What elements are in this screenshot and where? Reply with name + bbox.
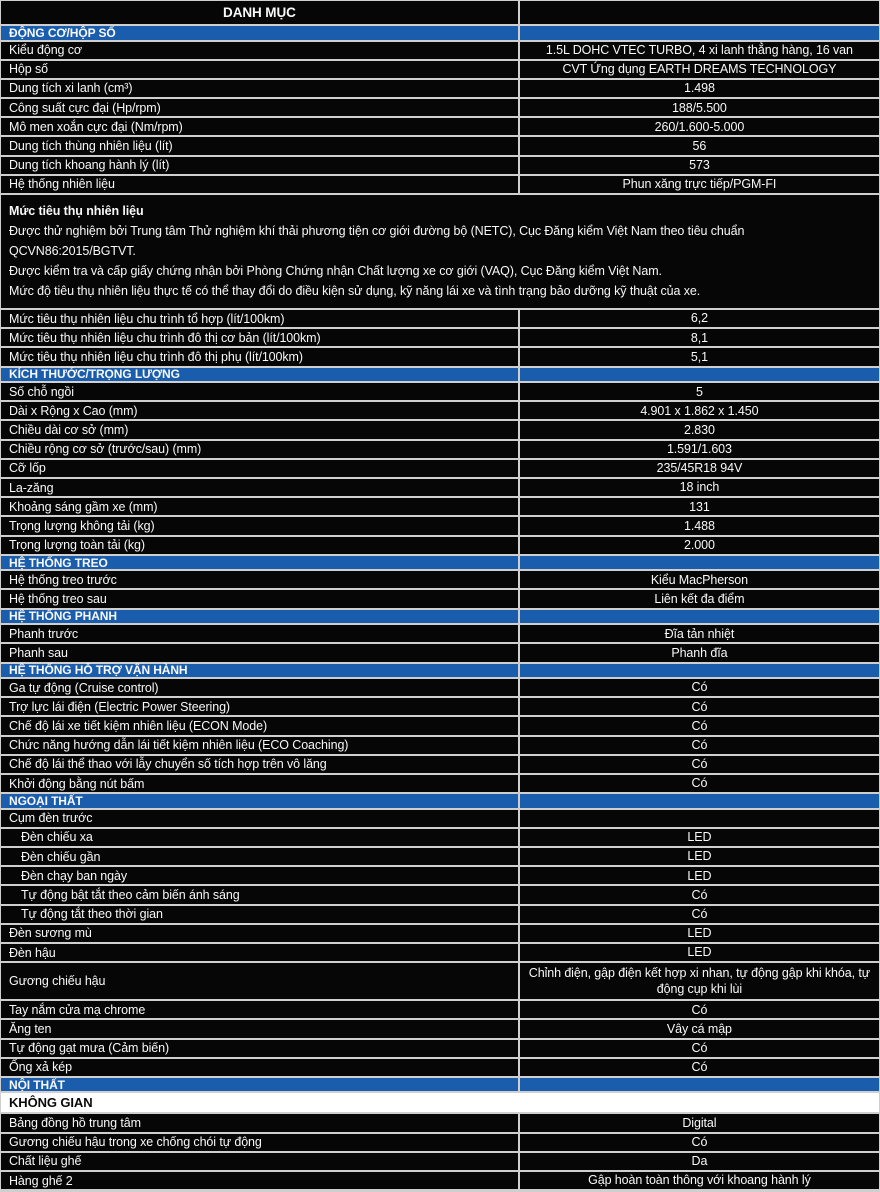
spec-row — [1, 498, 879, 517]
spec-label: Đèn sương mù — [1, 925, 520, 942]
spec-label: Trọng lượng không tải (kg) — [1, 517, 520, 534]
spec-row — [1, 679, 879, 698]
spec-value: Có — [691, 680, 708, 695]
section-header-row — [1, 664, 879, 680]
spec-value: 6,2 — [690, 311, 708, 326]
spec-label: Dài x Rộng x Cao (mm) — [1, 402, 520, 419]
spec-row — [1, 886, 879, 905]
spec-label: Hệ thống treo trước — [1, 571, 520, 588]
spec-value: Có — [691, 699, 708, 714]
spec-row — [1, 1114, 879, 1133]
spec-label: Khoảng sáng gầm xe (mm) — [1, 498, 520, 515]
spec-row — [1, 42, 879, 61]
spec-row — [1, 118, 879, 137]
spec-value: Có — [691, 1135, 708, 1150]
spec-row — [1, 590, 879, 609]
spec-label: Tự động bật tắt theo cảm biến ánh sáng — [1, 886, 520, 903]
section-header-row — [1, 794, 879, 810]
spec-value: 18 inch — [679, 480, 720, 495]
spec-label: Đèn hậu — [1, 944, 520, 961]
spec-row — [1, 329, 879, 348]
spec-row — [1, 1153, 879, 1172]
table-header-row — [1, 1, 879, 26]
subsection-header-row — [1, 1093, 879, 1114]
spec-value: Có — [691, 738, 708, 753]
section-title: KÍCH THƯỚC/TRỌNG LƯỢNG — [1, 368, 520, 382]
section-spacer — [520, 664, 879, 678]
section-header-row — [1, 368, 879, 384]
spec-row — [1, 1040, 879, 1059]
spec-value: Gập hoàn toàn thông với khoang hành lý — [588, 1173, 811, 1188]
spec-value: Phanh đĩa — [671, 645, 728, 660]
fuel-note-line: Mức độ tiêu thụ nhiên liệu thực tế có thể thay đổi do điều kiện sử dụng, kỹ năng lái xe và tình trạng bảo dưỡng kỹ thuật của xe. — [9, 284, 701, 298]
fuel-note-line: Được thử nghiệm bởi Trung tâm Thử nghiệm khí thải phương tiện cơ giới đường bộ (NETC), Cục Đăng kiểm Việt Nam theo tiêu chuẩn — [9, 224, 745, 238]
spec-row — [1, 644, 879, 663]
spec-value: Kiểu MacPherson — [650, 572, 748, 587]
spec-label: Ống xả kép — [1, 1059, 520, 1076]
spec-value: Digital — [682, 1115, 717, 1130]
section-spacer — [520, 26, 879, 40]
spec-value: 1.5L DOHC VTEC TURBO, 4 xi lanh thẳng hàng, 16 van — [545, 42, 853, 57]
section-spacer — [520, 610, 879, 624]
spec-row — [1, 848, 879, 867]
spec-value: LED — [687, 849, 712, 864]
spec-value: Phun xăng trực tiếp/PGM-FI — [622, 177, 777, 192]
spec-row — [1, 137, 879, 156]
section-header-row — [1, 610, 879, 626]
spec-label: Trọng lượng toàn tải (kg) — [1, 537, 520, 554]
spec-value: 2.830 — [684, 422, 715, 437]
section-spacer — [520, 368, 879, 382]
spec-label: Bảng đồng hồ trung tâm — [1, 1114, 520, 1131]
spec-label: Mô men xoắn cực đại (Nm/rpm) — [1, 118, 520, 135]
spec-label: Chiều rộng cơ sở (trước/sau) (mm) — [1, 441, 520, 458]
spec-label: Đèn chạy ban ngày — [1, 867, 520, 884]
spec-row — [1, 176, 879, 195]
section-spacer — [520, 1078, 879, 1092]
spec-row — [1, 383, 879, 402]
spec-rows-container — [1, 26, 879, 1191]
spec-value — [520, 810, 879, 827]
category-column-header: DANH MỤC — [1, 1, 520, 24]
spec-label: Đèn chiếu xa — [1, 829, 520, 846]
spec-label: Mức tiêu thụ nhiên liệu chu trình tổ hợp (lít/100km) — [1, 310, 520, 327]
spec-value: CVT Ứng dụng EARTH DREAMS TECHNOLOGY — [562, 62, 837, 77]
spec-row — [1, 310, 879, 329]
spec-row — [1, 756, 879, 775]
spec-label: Hệ thống treo sau — [1, 590, 520, 607]
spec-value: 8,1 — [690, 330, 708, 345]
spec-value: Liên kết đa điểm — [654, 591, 745, 606]
spec-value: Có — [691, 776, 708, 791]
spec-value: LED — [687, 926, 712, 941]
value-column-header — [520, 1, 879, 24]
spec-value: 235/45R18 94V — [656, 461, 743, 476]
spec-value: Da — [691, 1154, 708, 1169]
spec-value: 5 — [695, 384, 703, 399]
spec-value: LED — [687, 868, 712, 883]
spec-label: La-zăng — [1, 479, 520, 496]
spec-label: Trợ lực lái điện (Electric Power Steering) — [1, 698, 520, 715]
spec-value: 1.488 — [684, 518, 715, 533]
spec-value: Có — [691, 718, 708, 733]
spec-value: 4.901 x 1.862 x 1.450 — [640, 403, 759, 418]
spec-row — [1, 157, 879, 176]
spec-row — [1, 829, 879, 848]
spec-label: Mức tiêu thụ nhiên liệu chu trình đô thị cơ bản (lít/100km) — [1, 329, 520, 346]
section-title: NGOẠI THẤT — [1, 794, 520, 808]
spec-row — [1, 717, 879, 736]
spec-row — [1, 1001, 879, 1020]
spec-value: 56 — [692, 138, 707, 153]
spec-value: Có — [691, 1040, 708, 1055]
spec-label: Khởi động bằng nút bấm — [1, 775, 520, 792]
spec-label: Chiều dài cơ sở (mm) — [1, 421, 520, 438]
spec-row — [1, 537, 879, 556]
fuel-note-line: QCVN86:2015/BGTVT. — [9, 244, 136, 258]
spec-row — [1, 61, 879, 80]
spec-value: 260/1.600-5.000 — [654, 119, 745, 134]
spec-row — [1, 402, 879, 421]
spec-label: Công suất cực đại (Hp/rpm) — [1, 99, 520, 116]
spec-row — [1, 460, 879, 479]
spec-value: 1.498 — [684, 81, 715, 96]
section-title: HỆ THỐNG TREO — [1, 556, 520, 570]
spec-row — [1, 1134, 879, 1153]
fuel-consumption-note — [1, 195, 879, 310]
spec-label: Gương chiếu hậu — [1, 963, 520, 999]
spec-value: Có — [691, 1002, 708, 1017]
spec-label: Ga tự động (Cruise control) — [1, 679, 520, 696]
spec-row — [1, 810, 879, 829]
spec-label: Hàng ghế 2 — [1, 1172, 520, 1189]
spec-label: Gương chiếu hậu trong xe chống chói tự động — [1, 1134, 520, 1151]
spec-label: Dung tích thùng nhiên liệu (lít) — [1, 137, 520, 154]
spec-row — [1, 348, 879, 367]
section-title: NỘI THẤT — [1, 1078, 520, 1092]
spec-label: Đèn chiếu gần — [1, 848, 520, 865]
spec-row — [1, 944, 879, 963]
spec-value: 573 — [689, 158, 710, 173]
spec-value: Có — [691, 1060, 708, 1075]
spec-row — [1, 625, 879, 644]
section-header-row — [1, 1078, 879, 1094]
spec-value: Có — [691, 907, 708, 922]
spec-value: 1.591/1.603 — [666, 442, 732, 457]
spec-value: Có — [691, 887, 708, 902]
spec-value: Đĩa tản nhiệt — [664, 626, 735, 641]
spec-row — [1, 421, 879, 440]
spec-label: Hệ thống nhiên liệu — [1, 176, 520, 193]
spec-row — [1, 99, 879, 118]
section-spacer — [520, 556, 879, 570]
spec-label: Chức năng hướng dẫn lái tiết kiệm nhiên liệu (ECO Coaching) — [1, 737, 520, 754]
spec-row — [1, 1020, 879, 1039]
spec-label: Ăng ten — [1, 1020, 520, 1037]
spec-row — [1, 517, 879, 536]
spec-row — [1, 1059, 879, 1078]
spec-row — [1, 80, 879, 99]
spec-row — [1, 775, 879, 794]
spec-row — [1, 1172, 879, 1191]
spec-row — [1, 925, 879, 944]
spec-value: 5,1 — [690, 349, 708, 364]
spec-row — [1, 571, 879, 590]
spec-value: Vây cá mập — [666, 1021, 732, 1036]
spec-label: Kiểu động cơ — [1, 42, 520, 59]
section-spacer — [520, 794, 879, 808]
spec-label: Tự động gạt mưa (Cảm biến) — [1, 1040, 520, 1057]
spec-label: Phanh sau — [1, 644, 520, 661]
spec-value: LED — [687, 830, 712, 845]
spec-value: 131 — [689, 499, 710, 514]
spec-label: Dung tích xi lanh (cm³) — [1, 80, 520, 97]
spec-label: Hộp số — [1, 61, 520, 78]
spec-label: Phanh trước — [1, 625, 520, 642]
spec-row — [1, 737, 879, 756]
spec-label: Cụm đèn trước — [1, 810, 520, 827]
spec-row — [1, 906, 879, 925]
spec-label: Chế độ lái thể thao với lẫy chuyển số tích hợp trên vô lăng — [1, 756, 520, 773]
section-header-row — [1, 556, 879, 572]
spec-row — [1, 867, 879, 886]
section-title: HỆ THỐNG HỖ TRỢ VẬN HÀNH — [1, 664, 520, 678]
spec-label: Số chỗ ngồi — [1, 383, 520, 400]
spec-row — [1, 441, 879, 460]
spec-value: Có — [691, 757, 708, 772]
fuel-note-line: Được kiểm tra và cấp giấy chứng nhận bởi Phòng Chứng nhận Chất lượng xe cơ giới (VAQ), Cục Đăng kiểm Việt Nam. — [9, 264, 662, 278]
section-title: HỆ THỐNG PHANH — [1, 610, 520, 624]
fuel-note-title: Mức tiêu thụ nhiên liệu — [9, 204, 144, 218]
spec-label: Chất liệu ghế — [1, 1153, 520, 1170]
spec-label: Tay nắm cửa mạ chrome — [1, 1001, 520, 1018]
spec-value: LED — [687, 945, 712, 960]
spec-value: Chỉnh điện, gập điện kết hợp xi nhan, tự động gập khi khóa, tự động cụp khi lùi — [528, 965, 870, 997]
spec-label: Tự động tắt theo thời gian — [1, 906, 520, 923]
spec-label: Chế độ lái xe tiết kiệm nhiên liệu (ECON Mode) — [1, 717, 520, 734]
section-title: ĐỘNG CƠ/HỘP SỐ — [1, 26, 520, 40]
spec-row — [1, 698, 879, 717]
spec-label: Dung tích khoang hành lý (lít) — [1, 157, 520, 174]
spec-row — [1, 963, 879, 1001]
spec-label: Mức tiêu thụ nhiên liệu chu trình đô thị phụ (lít/100km) — [1, 348, 520, 365]
section-header-row — [1, 26, 879, 42]
spec-value: 2.000 — [684, 538, 715, 553]
spec-value: 188/5.500 — [672, 100, 727, 115]
spec-label: Cỡ lốp — [1, 460, 520, 477]
subsection-title: KHÔNG GIAN — [9, 1095, 93, 1111]
spec-row — [1, 479, 879, 498]
